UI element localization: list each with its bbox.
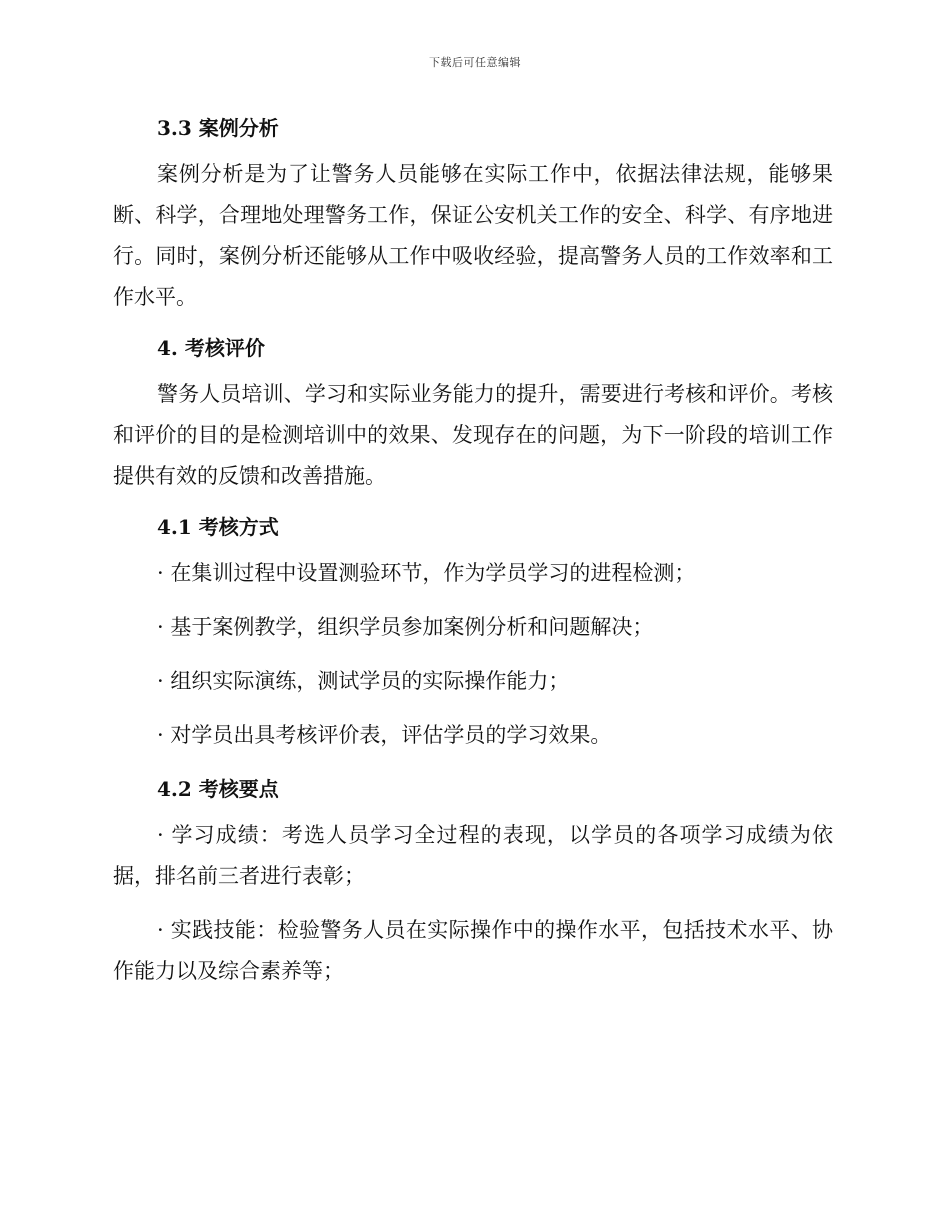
bullet-item: · 基于案例教学，组织学员参加案例分析和问题解决； xyxy=(157,615,654,639)
document-body xyxy=(113,108,833,1005)
bullet-item: · 学习成绩：考选人员学习全过程的表现，以学员的各项学习成绩为依据，排名前三者进行表彰； xyxy=(113,823,833,888)
bullet-item: · 组织实际演练，测试学员的实际操作能力； xyxy=(157,669,570,693)
page-header-note: 下载后可任意编辑 xyxy=(429,56,521,69)
bullet-item: · 对学员出具考核评价表，评估学员的学习效果。 xyxy=(157,723,612,747)
bullet-item: · 实践技能：检验警务人员在实际操作中的操作水平，包括技术水平、协作能力以及综合素养等； xyxy=(113,918,833,983)
section-paragraph-3-3: 案例分析是为了让警务人员能够在实际工作中，依据法律法规，能够果断、科学，合理地处理警务工作，保证公安机关工作的安全、科学、有序地进行。同时，案例分析还能够从工作中吸收经验，提高警务人员的工作效率和工作水平。 xyxy=(113,162,833,309)
section-paragraph-4: 警务人员培训、学习和实际业务能力的提升，需要进行考核和评价。考核和评价的目的是检测培训中的效果、发现存在的问题，为下一阶段的培训工作提供有效的反馈和改善措施。 xyxy=(113,382,833,488)
section-heading-4: 4. 考核评价 xyxy=(157,336,265,360)
section-heading-4-2: 4.2 考核要点 xyxy=(157,777,279,801)
section-heading-3-3: 3.3 案例分析 xyxy=(157,116,279,140)
section-heading-4-1: 4.1 考核方式 xyxy=(157,515,279,539)
bullet-item: · 在集训过程中设置测验环节，作为学员学习的进程检测； xyxy=(157,561,696,585)
